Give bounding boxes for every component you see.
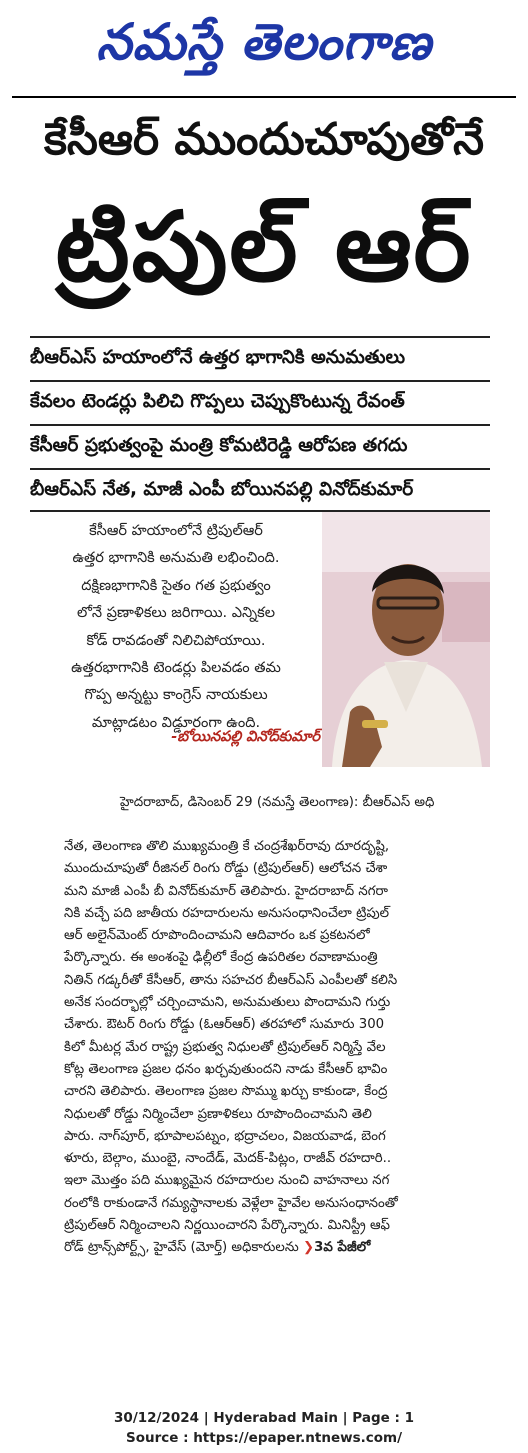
headline-kicker: కేసీఆర్ ముందుచూపుతోనే	[44, 114, 484, 165]
quote-line: కోడ్ రావడంతో నిలిచిపోయాయి.	[86, 632, 266, 649]
article-line: నితిన్ గడ్కరీతో కేసీఆర్, తాను సహచర బీఆర్ఎస్ ఎంపీలతో కలిసి	[64, 972, 398, 988]
subheadline	[30, 424, 490, 468]
subheadline-text: కేసీఆర్ ప్రభుత్వంపై మంత్రి కోమటిరెడ్డి ఆరోపణ తగదు	[30, 435, 408, 456]
article-line: పారు. నాగ్‌పూర్, భూపాలపట్నం, భద్రాచలం, విజయవాడ, బెంగ	[64, 1128, 386, 1144]
article-line: మని మాజీ ఎంపీ బీ వినోద్‌కుమార్ తెలిపారు. హైదరాబాద్ నగరా	[64, 883, 388, 899]
article-line: కిలో మీటర్ల మేర రాష్ట్ర ప్రభుత్వ నిధులతో ట్రిపుల్ఆర్ నిర్మిస్తే వేల	[64, 1039, 386, 1055]
portrait-photo	[322, 512, 490, 767]
quote-line: దక్షిణభాగానికి సైతం గత ప్రభుత్వం	[81, 577, 271, 594]
quote-line: గొప్ప అన్నట్టు కాంగ్రెస్ నాయకులు	[84, 687, 268, 704]
page-footer	[0, 1408, 528, 1448]
continue-arrow-icon: ❯	[303, 1240, 315, 1256]
article-line: నికి వచ్చే పది జాతీయ రహదారులను అనుసంధానించేలా ట్రిపుల్	[64, 905, 390, 921]
subheadline-text: బీఆర్ఎస్ నేత, మాజీ ఎంపీ బోయినపల్లి వినోద్‌కుమార్	[30, 479, 414, 500]
quote-attribution: -బోయినపల్లి వినోద్‌కుమార్	[171, 729, 320, 745]
quote-line: లోనే ప్రణాళికలు జరిగాయి. ఎన్నికల	[76, 605, 276, 622]
article-dateline: హైదరాబాద్, డిసెంబర్ 29 (నమస్తే తెలంగాణ): బీఆర్ఎస్ అధి	[120, 795, 435, 810]
article-line: చారని తెలిపారు. తెలంగాణ ప్రజల సొమ్ము ఖర్చు కాకుండా, కేంద్ర	[64, 1084, 388, 1100]
headline-main: ట్రిపుల్ ఆర్	[55, 191, 473, 303]
quote-line: ఉత్తర భాగానికి అనుమతి లభించింది.	[72, 550, 280, 567]
article-line: నిధులతో రోడ్డు నిర్మించేలా ప్రణాళికలు రూపొందించామని తెలి	[64, 1106, 372, 1122]
article-line-last	[64, 1237, 496, 1259]
subheadline-text: కేవలం టెండర్లు పిలిచి గొప్పలు చెప్పుకొంటున్న రేవంత్	[30, 391, 405, 412]
masthead	[0, 0, 528, 92]
subheadline	[30, 336, 490, 380]
article-lead	[120, 792, 492, 814]
pull-quote	[40, 518, 312, 737]
article-line: ఇలా మొత్తం పది ముఖ్యమైన రహదారుల నుంచి వాహనాలు నగ	[64, 1173, 390, 1189]
article-line: అనేక సందర్భాల్లో చర్చించామని, అనుమతులు పొందామని గుర్తు	[64, 995, 391, 1011]
article-line: ట్రిపుల్ఆర్ నిర్మించాలని నిర్ణయించారని పేర్కొన్నారు. మినిస్ట్రీ ఆఫ్	[64, 1218, 391, 1234]
masthead-divider	[12, 96, 516, 98]
quote-line: మాట్లాడటం విడ్డూరంగా ఉంది.	[91, 714, 261, 731]
quote-line: కేసీఆర్ హయాంలోనే ట్రిపుల్ఆర్	[89, 523, 263, 539]
quote-line: ఉత్తరభాగానికి టెండర్లు పిలవడం తమ	[71, 660, 281, 677]
subheadline-list	[30, 336, 490, 512]
article-line: పేర్కొన్నారు. ఈ అంశంపై ఢిల్లీలో కేంద్ర ఉపరితల రవాణామంత్రి	[64, 950, 378, 966]
subheadline	[30, 380, 490, 424]
portrait-illustration	[322, 512, 490, 767]
article-body	[64, 836, 496, 1260]
subheadline	[30, 468, 490, 512]
newspaper-logo: నమస్తే తెలంగాణ	[96, 12, 432, 71]
continued-on-page-link[interactable]: 3వ పేజీలో	[314, 1240, 371, 1256]
article-line: కోట్ల తెలంగాణ ప్రజల ధనం ఖర్చవుతుందని నాడు కేసీఆర్ భావిం	[64, 1061, 388, 1077]
article-line: ళూరు, బెల్గాం, ముంబై, నాందేడ్, మెదక్-పిట్లం, రాజీవ్ రహదారి..	[64, 1151, 392, 1167]
article-line: చేశారు. ఔటర్ రింగు రోడ్డు (ఓఆర్ఆర్) తరహాలో సుమారు 300	[64, 1017, 385, 1033]
edition-info: 30/12/2024 | Hyderabad Main | Page : 1	[114, 1410, 414, 1426]
article-line: ఆర్ అలైన్‌మెంట్ రూపొందించామని ఆదివారం ఒక ప్రకటనలో	[64, 928, 370, 944]
article-line: రంలోకి రాకుండానే గమ్యస్థానాలకు వెళ్లేలా హైవేల అనుసంధానంతో	[64, 1195, 398, 1211]
article-line-text: రోడ్ ట్రాన్స్‌పోర్ట్స్, హైవేస్ (మోర్త్) అధికారులను	[64, 1240, 299, 1256]
source-link[interactable]: Source : https://epaper.ntnews.com/	[125, 1430, 403, 1446]
article-line: నేత, తెలంగాణ తొలి ముఖ్యమంత్రి కే చంద్రశేఖర్‌రావు దూరదృష్టి,	[64, 839, 390, 854]
subheadline-text: బీఆర్ఎస్ హయాంలోనే ఉత్తర భాగానికి అనుమతులు	[30, 347, 406, 368]
article-line: ముందుచూపుతో రీజినల్ రింగు రోడ్డు (ట్రిపుల్ఆర్) ఆలోచన చేశా	[64, 861, 388, 877]
